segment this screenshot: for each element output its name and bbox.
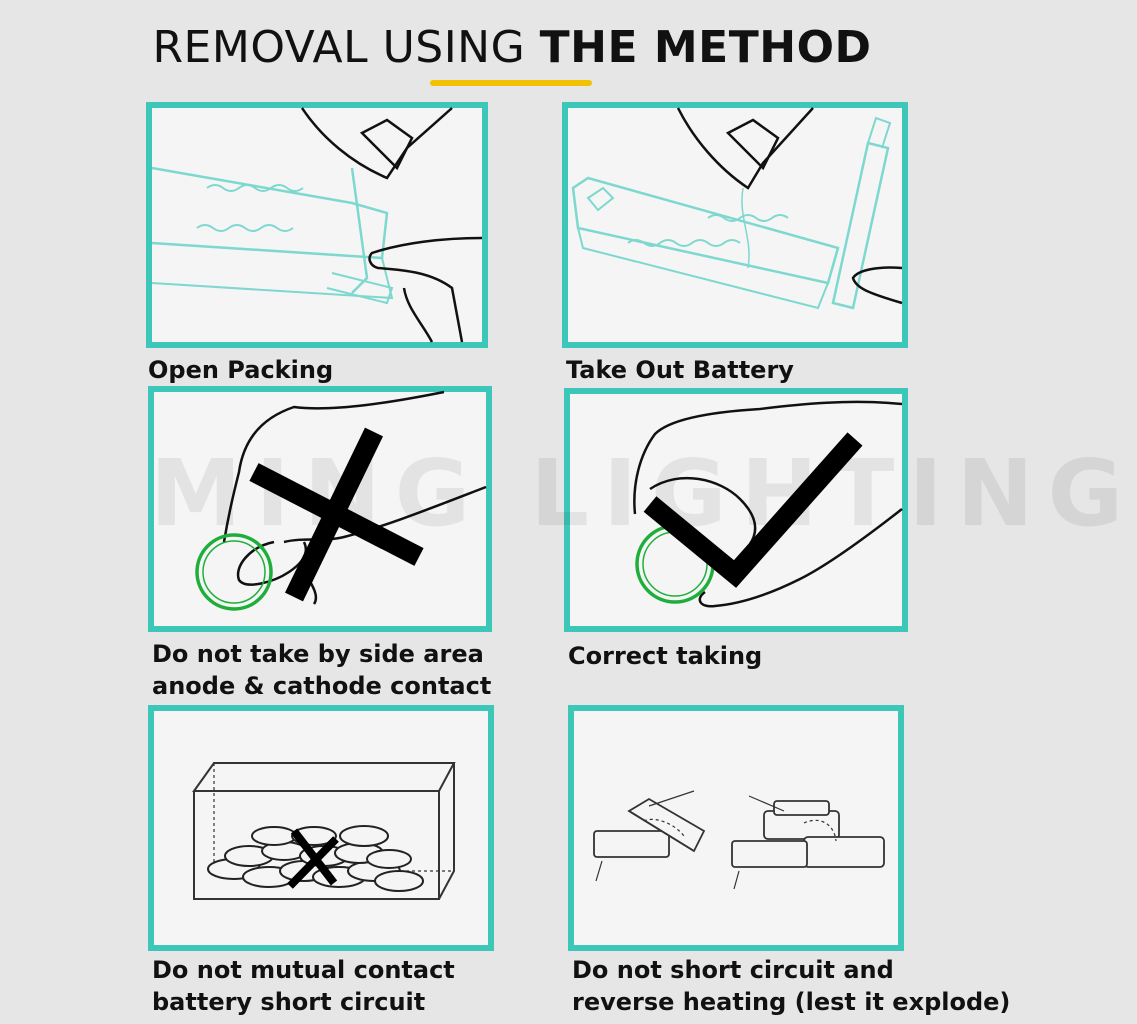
caption-take-out-battery: Take Out Battery xyxy=(566,356,794,384)
title-underline xyxy=(430,80,592,86)
page-title xyxy=(0,22,1024,73)
open-packing-illustration xyxy=(152,108,482,342)
take-out-battery-illustration xyxy=(568,108,902,342)
panel-no-short-circuit xyxy=(568,705,904,951)
watermark: MING LIGHTING xyxy=(150,440,1137,547)
panel-no-mutual-contact xyxy=(148,705,494,951)
title-light: REMOVAL USING xyxy=(152,22,540,73)
caption-no-mutual-contact: Do not mutual contact battery short circuit xyxy=(152,956,455,1016)
panel-open-packing xyxy=(146,102,488,348)
caption-open-packing: Open Packing xyxy=(148,356,334,384)
caption-correct-taking: Correct taking xyxy=(568,642,763,670)
caption-no-short-circuit: Do not short circuit and reverse heating (lest it explode) xyxy=(572,956,1011,1016)
panel-take-out-battery xyxy=(562,102,908,348)
title-bold: THE METHOD xyxy=(539,22,872,73)
stacked-batteries-illustration xyxy=(574,711,898,945)
caption-wrong-taking: Do not take by side area anode & cathode contact xyxy=(152,640,492,700)
batteries-in-box-illustration xyxy=(154,711,488,945)
